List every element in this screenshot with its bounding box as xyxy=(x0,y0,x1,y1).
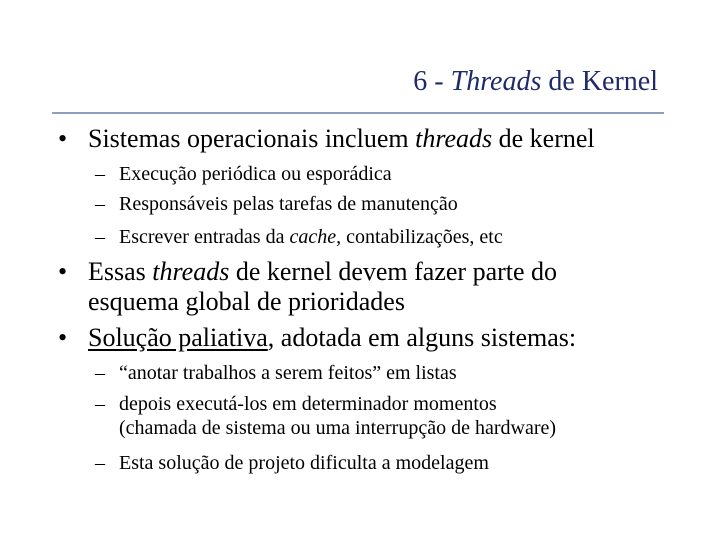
bullet-2-text: Essas xyxy=(88,257,153,286)
title-rest: de Kernel xyxy=(541,66,658,97)
bullet-2-italic: threads xyxy=(152,257,230,286)
sub-bullet-1-3-text: Escrever entradas da xyxy=(119,226,290,248)
bullet-3 xyxy=(88,323,688,353)
sub-bullet-1-3-italic: cache, xyxy=(289,226,342,248)
sub-bullet-3-3: – Esta solução de projeto dificulta a modelagem xyxy=(119,451,679,475)
sub-bullet-3-2-line2: (chamada de sistema ou uma interrupção de hardware) xyxy=(119,417,557,439)
title-italic: Threads xyxy=(450,66,542,97)
sub-bullet-1-3 xyxy=(119,225,679,249)
title-number: 6 - xyxy=(413,66,451,97)
sub-bullet-3-1: – “anotar trabalhos a serem feitos” em listas xyxy=(119,361,679,385)
bullet-1-text: Sistemas operacionais incluem xyxy=(88,124,416,153)
bullet-1-italic: threads xyxy=(415,124,493,153)
bullet-2 xyxy=(88,257,688,317)
bullet-1-text-end: de kernel xyxy=(492,124,595,153)
bullet-2-text-end: de kernel devem fazer parte do xyxy=(229,257,558,286)
sub-bullet-1-1: – Execução periódica ou esporádica xyxy=(119,162,679,186)
bullet-3-underlined: Solução paliativa xyxy=(88,323,268,352)
sub-bullet-1-2: – Responsáveis pelas tarefas de manutenção xyxy=(119,192,679,216)
sub-bullet-1-3-text-end: contabilizações, etc xyxy=(341,226,503,248)
bullet-3-text: , adotada em alguns sistemas: xyxy=(267,323,577,352)
slide-title xyxy=(413,66,658,98)
bullet-1 xyxy=(88,124,688,154)
sub-bullet-3-2-text: depois executá-los em determinador momentos xyxy=(119,393,497,415)
title-divider xyxy=(52,112,664,114)
bullet-2-line2: esquema global de prioridades xyxy=(88,287,405,316)
sub-bullet-3-2 xyxy=(119,392,679,440)
